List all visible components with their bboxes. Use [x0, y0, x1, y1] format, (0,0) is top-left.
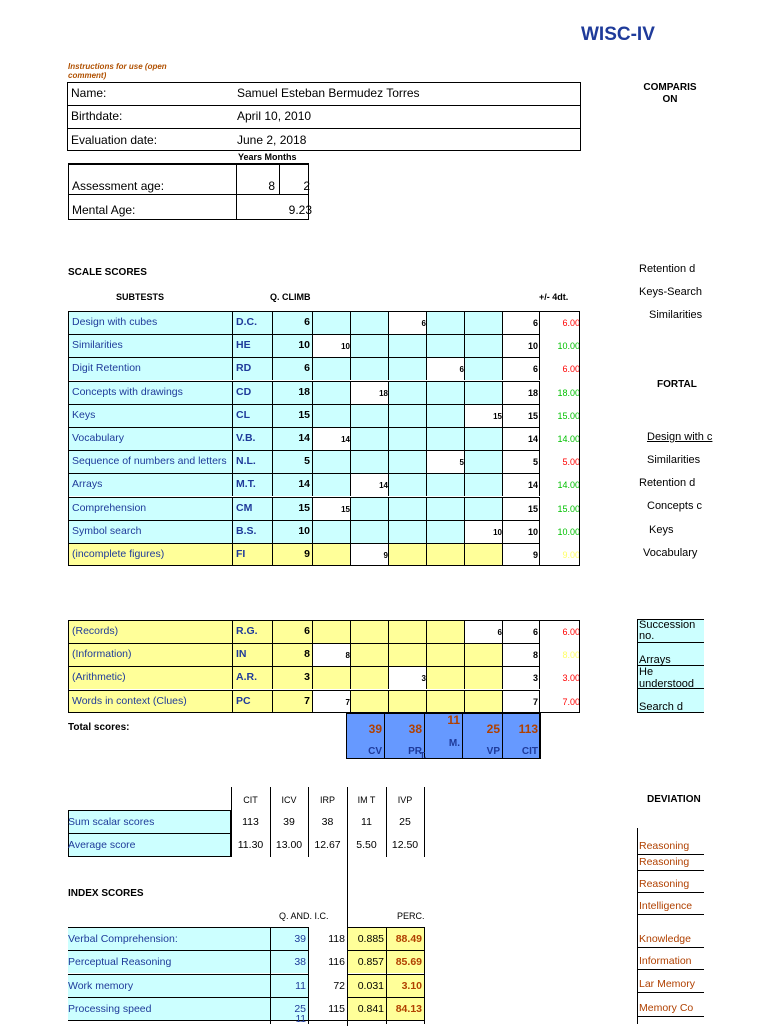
- index-sum: 11: [295, 979, 306, 992]
- fortal-item-design: Design with c: [647, 431, 713, 443]
- deviation-item: Reasoning: [639, 856, 690, 868]
- subtest-name: (incomplete figures): [72, 548, 165, 560]
- index-p: 0.857: [357, 956, 384, 969]
- grid-cell: [350, 450, 388, 473]
- subtest-total: 7: [532, 696, 538, 707]
- sum-value: 13.00: [275, 839, 303, 851]
- sum-header: CIT: [243, 795, 258, 805]
- scale-scores-title: SCALE SCORES: [68, 267, 147, 278]
- right-label-keys-search: Keys-Search: [639, 286, 702, 298]
- divider: [232, 520, 233, 543]
- deviation-line: [637, 969, 704, 970]
- sum-value: 12.50: [391, 839, 419, 851]
- age-months[interactable]: 2: [303, 179, 310, 193]
- index-divider: [386, 927, 387, 1024]
- sum-value: 12.67: [314, 839, 341, 851]
- grid-cell: [464, 334, 502, 357]
- sum-divider: [424, 787, 425, 857]
- sum-header: IM T: [357, 795, 376, 805]
- subtest-name: Comprehension: [72, 501, 147, 514]
- name-value[interactable]: Samuel Esteban Bermudez Torres: [237, 86, 420, 100]
- subtest-deviation: 3.00: [562, 673, 580, 684]
- subtest-deviation: 15.00: [557, 503, 580, 514]
- divider: [232, 643, 233, 666]
- divider: [232, 690, 233, 713]
- subtest-total: 6: [532, 627, 538, 637]
- subtest-name: (Arithmetic): [72, 671, 126, 684]
- subtest-name: Sequence of numbers and letters: [72, 455, 227, 468]
- index-divider: [347, 927, 348, 1024]
- subtest-name: Design with cubes: [72, 316, 158, 328]
- total-value-cv: 39: [368, 722, 382, 736]
- index-q: 118: [328, 933, 345, 945]
- subtest-score[interactable]: 15: [298, 501, 310, 514]
- grid-cell: [388, 543, 426, 566]
- total-label: CV: [368, 746, 382, 757]
- divider: [232, 311, 233, 334]
- name-label: Name:: [71, 86, 107, 100]
- index-sum: 39: [294, 933, 306, 945]
- deviation-line: [637, 992, 704, 993]
- subtest-total: 6: [532, 364, 538, 375]
- subtest-score[interactable]: 18: [298, 385, 310, 398]
- subtest-col-value: 6: [497, 628, 502, 637]
- comparison-heading: COMPARIS ON: [643, 82, 697, 105]
- sum-value: 113: [242, 816, 259, 828]
- subtest-total: 3: [532, 673, 538, 684]
- divider: [232, 427, 233, 450]
- grid-cell: [426, 666, 464, 689]
- index-q: 115: [328, 1002, 345, 1015]
- subtest-code: A.R.: [236, 671, 257, 684]
- subtest-col-value: 10: [493, 527, 502, 537]
- deviation-line: [637, 892, 704, 893]
- subtest-score[interactable]: 7: [304, 694, 310, 707]
- eval-label: Evaluation date:: [71, 133, 158, 147]
- right-label-retention: Retention d: [639, 263, 696, 275]
- grid-cell: [426, 381, 464, 404]
- subtest-name: Digit Retention: [72, 362, 141, 375]
- subtest-col-value: 15: [341, 504, 350, 514]
- subtest-name: Words in context (Clues): [72, 694, 187, 707]
- deviation-item: Information: [639, 955, 692, 967]
- subtest-code: B.S.: [236, 524, 257, 537]
- subtest-total: 5: [532, 457, 538, 468]
- grid-cell: [312, 381, 350, 404]
- total-value-pr: 38: [408, 722, 422, 736]
- deviation-item: Reasoning: [639, 840, 690, 852]
- sum-header: IVP: [397, 795, 413, 805]
- grid-cell: [464, 543, 502, 566]
- index-divider: [270, 927, 271, 1024]
- subtest-score[interactable]: 9: [304, 548, 310, 560]
- grid-cell: [388, 620, 426, 643]
- subtests-header: SUBTESTS: [116, 292, 165, 302]
- total-label: M.: [448, 738, 460, 749]
- index-q: 116: [328, 956, 345, 969]
- index-extra: 11: [295, 1014, 306, 1025]
- grid-cell: [426, 404, 464, 427]
- grid-cell: [426, 473, 464, 496]
- subtest-deviation: 5.00: [562, 457, 580, 468]
- grid-cell: [426, 690, 464, 713]
- grid-cell: [388, 404, 426, 427]
- index-sum: 38: [294, 956, 306, 969]
- subtest-name: Arrays: [72, 478, 103, 491]
- subtest-total: 6: [532, 318, 538, 328]
- grid-cell: [426, 311, 464, 334]
- age-label: Assessment age:: [72, 179, 165, 193]
- total-value-m: 11: [447, 713, 460, 727]
- birth-label: Birthdate:: [71, 109, 123, 123]
- subtest-deviation: 6.00: [562, 364, 580, 375]
- index-scores-title: INDEX SCORES: [68, 888, 144, 899]
- grid-cell: [350, 427, 388, 450]
- subtest-total: 10: [527, 526, 538, 537]
- divider: [232, 381, 233, 404]
- subtest-col-value: 6: [459, 365, 464, 375]
- grid-cell: [312, 520, 350, 543]
- right-label-similarities: Similarities: [649, 309, 703, 321]
- deviation-item: Lar Memory: [639, 978, 696, 990]
- index-perc-header: PERC.: [397, 911, 425, 921]
- grid-cell: [312, 620, 350, 643]
- deviation-item: Memory Co: [639, 1002, 694, 1014]
- grid-cell: [312, 543, 350, 566]
- index-q: 72: [333, 979, 345, 992]
- index-q-header: Q. AND. I.C.: [279, 911, 329, 921]
- grid-cell: [464, 357, 502, 380]
- sum-header: IRP: [319, 795, 335, 805]
- grid-cell: [312, 404, 350, 427]
- divider: [232, 666, 233, 689]
- grid-cell: [388, 520, 426, 543]
- subtest-deviation: 14.00: [557, 434, 580, 444]
- subtest-code: HE: [236, 339, 251, 352]
- subtest-code: IN: [236, 648, 247, 661]
- subtest-score[interactable]: 6: [304, 625, 310, 637]
- subtest-code: PC: [236, 694, 251, 707]
- succ-item-search: Search d: [639, 701, 684, 713]
- deviation-item: Intelligence: [639, 900, 693, 912]
- grid-cell: [426, 543, 464, 566]
- subtest-name: Keys: [72, 408, 96, 421]
- fortal-item-similarities: Similarities: [647, 454, 701, 466]
- subtest-deviation: 18.00: [557, 387, 580, 398]
- grid-cell: [388, 690, 426, 713]
- subtest-total: 18: [527, 387, 538, 398]
- divider: [232, 473, 233, 496]
- deviation-line: [637, 854, 704, 855]
- grid-cell: [464, 666, 502, 689]
- divider: [232, 334, 233, 357]
- subtest-total: 15: [527, 410, 538, 421]
- subtest-code: CM: [236, 501, 253, 514]
- subtest-score[interactable]: 5: [304, 455, 310, 468]
- subtest-deviation: 6.00: [562, 318, 580, 328]
- index-bottom: [68, 1020, 424, 1021]
- index-perc: 88.49: [395, 933, 422, 945]
- divider: [232, 357, 233, 380]
- subtest-name: Concepts with drawings: [72, 385, 183, 398]
- sum-bottom: [68, 856, 231, 857]
- subtest-code: D.C.: [236, 316, 257, 328]
- grid-cell: [388, 473, 426, 496]
- sum-value: 39: [283, 816, 295, 828]
- subtest-col-value: 3: [421, 674, 426, 684]
- grid-cell: [388, 334, 426, 357]
- deviation-line-v: [637, 828, 638, 1024]
- fortal-item-vocabulary: Vocabulary: [643, 547, 698, 559]
- subtest-name: (Information): [72, 648, 132, 661]
- subtest-score[interactable]: 8: [304, 648, 310, 661]
- fortal-item-keys: Keys: [649, 524, 674, 536]
- grid-cell: [388, 643, 426, 666]
- grid-cell: [464, 497, 502, 520]
- grid-cell: [464, 381, 502, 404]
- subtest-score[interactable]: 10: [298, 339, 310, 352]
- index-row-label: Perceptual Reasoning: [68, 956, 172, 969]
- grid-cell: [350, 666, 388, 689]
- pr-subscript: T.: [420, 751, 427, 760]
- grid-cell: [350, 404, 388, 427]
- grid-cell: [350, 520, 388, 543]
- subtest-col-value: 14: [341, 435, 350, 444]
- sum-row-label: Average score: [68, 839, 136, 851]
- subtest-col-value: 5: [459, 458, 464, 468]
- grid-cell: [312, 311, 350, 334]
- subtest-deviation: 6.00: [562, 627, 580, 637]
- subtest-col-value: 18: [379, 388, 388, 398]
- grid-cell: [350, 357, 388, 380]
- subtest-code: M.T.: [236, 478, 256, 491]
- total-label: PR: [408, 746, 422, 757]
- sum-value: 38: [321, 816, 334, 828]
- sum-row-label: Sum scalar scores: [68, 816, 155, 828]
- grid-cell: [426, 520, 464, 543]
- subtest-name: Similarities: [72, 339, 123, 352]
- sum-value: 11: [361, 816, 372, 828]
- grid-cell: [388, 381, 426, 404]
- index-perc: 84.13: [395, 1002, 422, 1015]
- deviation-item: Reasoning: [639, 878, 690, 890]
- index-perc: 3.10: [401, 979, 422, 992]
- divider: [232, 620, 233, 643]
- index-divider: [424, 927, 425, 1024]
- grid-cell: [426, 427, 464, 450]
- subtest-name: Vocabulary: [72, 432, 124, 444]
- grid-cell: [350, 497, 388, 520]
- divider: [232, 404, 233, 427]
- deviation-line: [637, 947, 704, 948]
- eval-value[interactable]: June 2, 2018: [237, 133, 307, 147]
- subtest-score[interactable]: 6: [304, 362, 310, 375]
- subtest-col-value: 6: [421, 319, 426, 328]
- subtest-deviation: 8.00: [562, 650, 580, 661]
- subtest-deviation: 10.00: [557, 526, 580, 537]
- grid-cell: [426, 643, 464, 666]
- subtest-code: CD: [236, 385, 252, 398]
- index-p: 0.841: [357, 1002, 384, 1015]
- sum-header: ICV: [281, 795, 297, 805]
- deviation-line: [637, 1016, 704, 1017]
- deviation-line: [637, 914, 704, 915]
- index-sum: 25: [294, 1002, 306, 1015]
- subtest-code: V.B.: [236, 432, 256, 444]
- deviation-heading: DEVIATION: [647, 794, 701, 805]
- grid-cell: [426, 497, 464, 520]
- grid-cell: [388, 450, 426, 473]
- succ-item-understood: He understood: [639, 666, 695, 690]
- sum-value: 11.30: [237, 839, 264, 851]
- age-years[interactable]: 8: [268, 179, 275, 193]
- total-label: CIT: [521, 746, 538, 757]
- sum-value: 25: [399, 816, 411, 828]
- grid-cell: [312, 357, 350, 380]
- index-p: 0.885: [357, 933, 384, 945]
- grid-cell: [350, 690, 388, 713]
- grid-cell: [388, 357, 426, 380]
- index-row-label: Work memory: [68, 979, 134, 992]
- total-label: VP: [486, 746, 500, 757]
- grid-cell: [350, 311, 388, 334]
- index-row-label: Processing speed: [68, 1002, 152, 1015]
- divider: [232, 450, 233, 473]
- subtest-total: 15: [527, 503, 538, 514]
- deviation-line: [637, 870, 704, 871]
- grid-cell: [464, 473, 502, 496]
- fortal-heading: FORTAL: [657, 379, 697, 390]
- grid-cell: [312, 450, 350, 473]
- instructions-link[interactable]: Instructions for use (open comment): [68, 62, 167, 80]
- index-row-label: Verbal Comprehension:: [68, 933, 178, 945]
- subtest-total: 8: [532, 650, 538, 661]
- index-perc: 85.69: [395, 956, 422, 969]
- subtest-col-value: 7: [345, 697, 350, 707]
- grid-cell: [464, 427, 502, 450]
- grid-cell: [464, 643, 502, 666]
- subtest-code: FI: [236, 548, 246, 560]
- index-divider: [308, 927, 309, 1024]
- subtest-score[interactable]: 15: [298, 408, 310, 421]
- subtest-col-value: 8: [345, 651, 350, 661]
- grid-cell: [426, 620, 464, 643]
- grid-cell: [312, 666, 350, 689]
- grid-cell: [464, 311, 502, 334]
- grid-cell: [426, 334, 464, 357]
- grid-cell: [312, 473, 350, 496]
- divider: [232, 497, 233, 520]
- pm-header: +/- 4dt.: [539, 292, 569, 302]
- subtest-code: CL: [236, 408, 250, 421]
- grid-cell: [464, 690, 502, 713]
- subtest-score[interactable]: 6: [304, 316, 310, 328]
- subtest-col-value: 14: [379, 481, 388, 491]
- mental-value[interactable]: 9.23: [288, 203, 312, 217]
- subtest-score[interactable]: 3: [304, 671, 310, 684]
- subtest-deviation: 10.00: [557, 341, 580, 352]
- grid-cell: [388, 497, 426, 520]
- deviation-item: Knowledge: [639, 933, 691, 945]
- subtest-score[interactable]: 10: [298, 524, 310, 537]
- total-value-cit: 113: [518, 722, 538, 736]
- subtest-deviation: 7.00: [562, 696, 580, 707]
- fortal-item-retention: Retention d: [639, 477, 696, 489]
- subtest-code: R.G.: [236, 625, 258, 637]
- total-value-vp: 25: [486, 722, 500, 736]
- subtest-total: 10: [527, 341, 538, 352]
- succ-item-succession: Succession no.: [639, 619, 696, 642]
- grid-cell: [388, 427, 426, 450]
- subtest-col-value: 15: [493, 411, 502, 421]
- mental-label: Mental Age:: [72, 203, 136, 217]
- subtest-col-value: 10: [341, 342, 350, 352]
- succ-item-arrays: Arrays: [639, 654, 671, 666]
- birth-value[interactable]: April 10, 2010: [237, 109, 312, 123]
- subtest-total: 14: [527, 480, 538, 491]
- subtest-total: 14: [527, 434, 538, 444]
- subtest-code: RD: [236, 362, 252, 375]
- subtest-deviation: 14.00: [557, 480, 580, 491]
- subtest-name: Symbol search: [72, 524, 142, 537]
- grid-cell: [350, 643, 388, 666]
- subtest-score[interactable]: 14: [298, 432, 310, 444]
- subtest-col-value: 9: [383, 551, 388, 560]
- subtest-deviation: 15.00: [557, 410, 580, 421]
- total-scores-label: Total scores:: [68, 722, 130, 733]
- subtest-total: 9: [532, 550, 538, 560]
- sum-value: 5.50: [356, 839, 377, 851]
- grid-cell: [350, 620, 388, 643]
- subtest-name: (Records): [72, 625, 119, 637]
- divider: [232, 543, 233, 566]
- grid-cell: [464, 450, 502, 473]
- subtest-code: N.L.: [236, 455, 256, 468]
- page-title: WISC-IV: [581, 24, 655, 45]
- subtest-deviation: 9.00: [562, 550, 580, 560]
- fortal-item-concepts: Concepts c: [647, 500, 703, 512]
- grid-cell: [350, 334, 388, 357]
- subtest-score[interactable]: 14: [298, 478, 310, 491]
- qclimb-header: Q. CLIMB: [270, 292, 311, 302]
- years-months-label: Years Months: [238, 152, 297, 162]
- index-p: 0.031: [357, 979, 384, 992]
